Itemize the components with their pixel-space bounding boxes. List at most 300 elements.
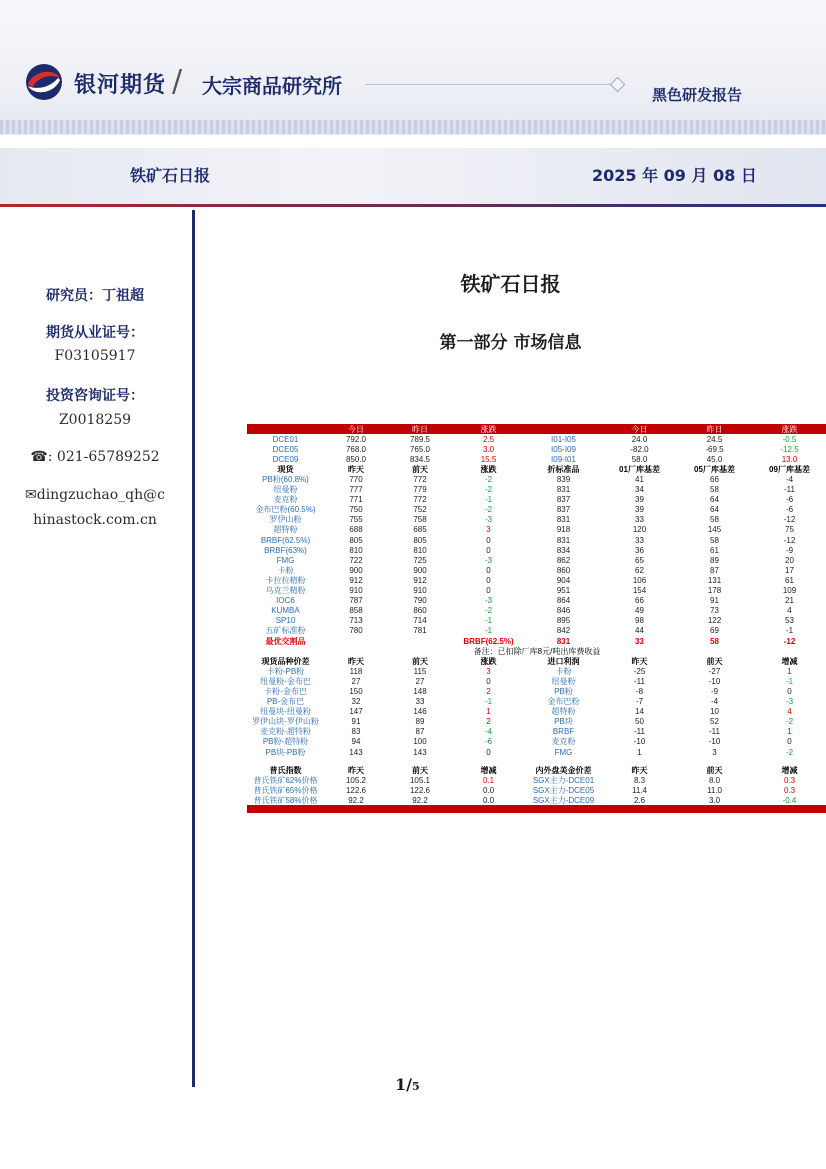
page-current: 1/: [395, 1075, 412, 1094]
index-row-cell: 11.4: [632, 785, 647, 795]
index-row-cell: -0.4: [782, 795, 797, 805]
spot-row-cell: 918: [556, 525, 571, 535]
spot-row: [247, 575, 826, 585]
spacer-row: [247, 757, 826, 765]
spot-row-cell: -11: [784, 485, 795, 495]
index-row-cell: 3.0: [708, 795, 721, 805]
spread-row-cell: 14: [635, 707, 644, 717]
spot-row-cell: 772: [413, 475, 427, 485]
spot-row-cell: -2: [484, 485, 493, 495]
spot-row-cell: 860: [413, 606, 427, 616]
best-delivery-row-cell: 58: [710, 636, 719, 646]
futures-row-cell: 13.0: [781, 454, 798, 464]
spread-row-cell: -8: [635, 686, 644, 696]
futures-row-cell: -69.5: [705, 444, 724, 454]
spread-row-cell: 1: [486, 707, 491, 717]
spread-row-cell: 150: [349, 686, 363, 696]
spot-row-cell: 178: [707, 586, 722, 596]
spread-header-row-cell: 昨天: [631, 656, 648, 666]
spot-row-cell: -1: [484, 495, 493, 505]
spread-row-cell: -10: [708, 737, 721, 747]
spot-row-cell: 951: [556, 586, 571, 596]
spot-row-cell: 831: [556, 515, 571, 525]
page-number: [395, 1075, 420, 1094]
spot-row-cell: 89: [710, 555, 719, 565]
spot-row-cell: 87: [710, 565, 719, 575]
spread-row: [247, 717, 826, 727]
spread-row-cell: -2: [785, 747, 794, 757]
futures-header-row: [247, 424, 826, 434]
spot-row-cell: 纽曼粉: [273, 485, 298, 495]
spot-row-cell: 154: [632, 586, 647, 596]
spot-row-cell: 3: [486, 525, 491, 535]
spot-row-cell: 912: [413, 575, 427, 585]
futures-row-cell: DCE01: [272, 434, 299, 444]
spot-row-cell: 罗伊山粉: [269, 515, 302, 525]
spot-row-cell: 53: [785, 616, 794, 626]
futures-row-cell: I01-I05: [551, 434, 576, 444]
spread-row-cell: -1: [484, 697, 493, 707]
spread-row-cell: 50: [635, 717, 644, 727]
spot-row-cell: 713: [349, 616, 363, 626]
email-line-2: hinastock.com.cn: [33, 512, 157, 528]
spot-row-cell: 750: [349, 505, 363, 515]
spot-row-cell: PB粉(60.8%): [262, 475, 309, 485]
index-row-cell: 105.2: [345, 775, 367, 785]
spot-row-cell: 858: [349, 606, 363, 616]
license-number: F03105917: [54, 348, 136, 364]
futures-row-cell: 45.0: [706, 454, 723, 464]
report-date: 2025 年 09 月 08 日: [592, 166, 757, 185]
spread-row-cell: 89: [415, 717, 425, 727]
index-row-cell: 普氏铁矿62%价格: [253, 775, 318, 785]
spot-row-cell: 73: [710, 606, 719, 616]
futures-header-cell: [247, 424, 324, 434]
spot-row-cell: 91: [710, 596, 719, 606]
consult-label: 投资咨询证号：: [46, 388, 144, 404]
spot-row-cell: 771: [349, 495, 363, 505]
futures-header-cell: 今日: [602, 424, 677, 434]
spot-row-cell: 0: [486, 535, 491, 545]
futures-row-cell: DCE09: [272, 454, 299, 464]
spread-row-cell: -7: [635, 697, 644, 707]
spot-row-cell: 66: [635, 596, 644, 606]
spot-row: [247, 525, 826, 535]
index-header-row-cell: 增减: [781, 765, 798, 775]
spot-header-row-cell: 折标准品: [547, 464, 580, 474]
spread-row-cell: -9: [710, 686, 719, 696]
futures-row-cell: I05-I09: [551, 444, 576, 454]
spot-row-cell: 0: [486, 575, 491, 585]
spot-row-cell: 842: [556, 626, 571, 636]
spot-row-cell: 780: [349, 626, 363, 636]
title-band-underline: [0, 204, 826, 207]
spread-row-cell: 超特粉: [551, 707, 576, 717]
spread-row-cell: -25: [633, 666, 646, 676]
spot-row: [247, 495, 826, 505]
spread-row-cell: -3: [785, 697, 794, 707]
spread-header-row-cell: 前天: [412, 656, 428, 666]
spot-header-row-cell: 01厂库基差: [619, 464, 660, 474]
spot-row-cell: 131: [707, 575, 722, 585]
spread-header-row-cell: 进口利润: [547, 656, 580, 666]
index-row-cell: 105.1: [409, 775, 431, 785]
spot-row-cell: 乌克兰精粉: [265, 586, 306, 596]
researcher-name: 研究员：丁祖超: [46, 288, 144, 304]
spread-row: [247, 697, 826, 707]
spread-row-cell: PB粉: [554, 686, 573, 696]
spot-row-cell: 64: [710, 495, 719, 505]
header-slash: /: [172, 64, 183, 99]
spot-row-cell: 846: [556, 606, 571, 616]
index-row-cell: 0.3: [783, 785, 796, 795]
futures-row-cell: 24.5: [706, 434, 723, 444]
spot-row-cell: 120: [632, 525, 647, 535]
spot-row-cell: -4: [785, 475, 794, 485]
spot-row-cell: 688: [349, 525, 363, 535]
index-row-cell: 0.0: [482, 785, 495, 795]
index-row-cell: 0.0: [482, 795, 495, 805]
spread-row-cell: -2: [785, 717, 794, 727]
spot-row: [247, 565, 826, 575]
spot-row-cell: 714: [413, 616, 427, 626]
futures-header-cell: 涨跌: [452, 424, 525, 434]
spot-row-cell: 36: [635, 545, 644, 555]
index-row-cell: 11.0: [707, 785, 722, 795]
spread-row-cell: 3: [712, 747, 717, 757]
spread-row-cell: 87: [415, 727, 425, 737]
spot-row-cell: 106: [632, 575, 647, 585]
index-row-cell: 0.1: [482, 775, 495, 785]
futures-row-cell: 2.5: [482, 434, 495, 444]
spread-row-cell: 33: [415, 697, 425, 707]
spread-row-cell: -11: [634, 676, 645, 686]
spot-row-cell: 58: [710, 515, 719, 525]
futures-row-cell: DCE05: [272, 444, 299, 454]
email-line-1: ✉dingzuchao_qh@c: [25, 487, 165, 503]
spread-row-cell: -27: [708, 666, 721, 676]
spread-row: [247, 737, 826, 747]
spread-header-row-cell: 前天: [706, 656, 723, 666]
spot-row-cell: 39: [635, 505, 644, 515]
spot-row-cell: 904: [556, 575, 571, 585]
spot-row-cell: 810: [349, 545, 363, 555]
company-name: 银河期货: [74, 73, 167, 98]
index-row-cell: 92.2: [348, 795, 364, 805]
index-row-cell: 8.3: [633, 775, 646, 785]
spot-row-cell: 900: [413, 565, 427, 575]
spot-row-cell: 66: [710, 475, 719, 485]
futures-row: [247, 444, 826, 454]
spot-row-cell: -6: [785, 495, 794, 505]
spot-row: [247, 626, 826, 636]
spot-row-cell: 21: [785, 596, 794, 606]
spot-row-cell: 781: [413, 626, 427, 636]
spot-row-cell: 62: [635, 565, 644, 575]
spread-row-cell: 1: [787, 666, 792, 676]
spot-row-cell: 831: [556, 485, 571, 495]
spot-row-cell: 777: [349, 485, 363, 495]
main-title: 铁矿石日报: [460, 272, 561, 296]
index-row-cell: 122.6: [409, 785, 431, 795]
spot-row-cell: -1: [785, 626, 794, 636]
index-header-row-cell: 昨天: [348, 765, 364, 775]
spot-row-cell: BRBF(62.5%): [260, 535, 311, 545]
spot-row-cell: SP10: [275, 616, 296, 626]
best-delivery-row-cell: [324, 636, 388, 646]
report-title: 铁矿石日报: [130, 166, 211, 185]
spread-row: [247, 666, 826, 676]
table-bottom-bar: [247, 805, 826, 813]
spot-row-cell: -12: [783, 535, 796, 545]
spread-row-cell: -11: [709, 727, 720, 737]
spread-row-cell: 83: [351, 727, 361, 737]
spread-header-row-cell: 昨天: [348, 656, 364, 666]
spot-row-cell: 0: [486, 586, 491, 596]
spot-row-cell: BRBF(63%): [264, 545, 307, 555]
spot-row-cell: 75: [785, 525, 794, 535]
spot-row: [247, 586, 826, 596]
spread-row-cell: -6: [484, 737, 493, 747]
spot-row-cell: -1: [484, 616, 493, 626]
spot-row-cell: 98: [635, 616, 644, 626]
spot-row-cell: 卡粉: [277, 565, 294, 575]
spread-row: [247, 747, 826, 757]
index-row-cell: SGX主力-DCE01: [532, 775, 595, 785]
spread-row-cell: 27: [415, 676, 425, 686]
futures-row: [247, 454, 826, 464]
spot-row-cell: 39: [635, 495, 644, 505]
spot-row-cell: 44: [635, 626, 644, 636]
spot-row-cell: -6: [785, 505, 794, 515]
index-row-cell: SGX主力-DCE05: [532, 785, 595, 795]
spread-row-cell: 卡粉-金布巴: [264, 686, 307, 696]
header-deco-line: [365, 84, 615, 85]
spot-row-cell: -3: [484, 515, 493, 525]
spot-header-row-cell: 涨跌: [480, 464, 497, 474]
phone-number: ☎: 021-65789252: [30, 449, 160, 465]
index-header-row-cell: 昨天: [631, 765, 648, 775]
spread-row-cell: 100: [413, 737, 427, 747]
index-row-cell: 8.0: [708, 775, 721, 785]
spread-row-cell: PB块-PB粉: [265, 747, 306, 757]
spot-row-cell: 864: [556, 596, 571, 606]
spot-row-cell: 831: [556, 535, 571, 545]
spot-row: [247, 505, 826, 515]
spot-row-cell: 33: [635, 515, 644, 525]
spot-row-cell: 122: [707, 616, 722, 626]
spread-row-cell: 麦克粉: [551, 737, 576, 747]
galaxy-futures-logo: [24, 62, 64, 102]
index-row: [247, 795, 826, 805]
spot-row: [247, 596, 826, 606]
spread-row-cell: 麦克粉-超特粉: [260, 727, 311, 737]
spread-row-cell: 1: [787, 727, 792, 737]
spot-row-cell: 49: [635, 606, 644, 616]
spread-row: [247, 727, 826, 737]
spread-row-cell: -10: [708, 676, 721, 686]
best-delivery-row-cell: 831: [556, 636, 571, 646]
futures-row-cell: -0.5: [782, 434, 797, 444]
spread-header-row-cell: 涨跌: [480, 656, 497, 666]
institute-name: 大宗商品研究所: [202, 74, 342, 98]
index-row-cell: 普氏铁矿58%价格: [253, 795, 318, 805]
futures-row-cell: 765.0: [409, 444, 431, 454]
spot-row-cell: 837: [556, 505, 571, 515]
spot-row-cell: 33: [635, 535, 644, 545]
spot-row-cell: 20: [785, 555, 794, 565]
spread-row-cell: 纽曼粉-金布巴: [260, 676, 311, 686]
futures-row-cell: 58.0: [631, 454, 648, 464]
header-stripe: [0, 120, 826, 134]
license-label: 期货从业证号：: [46, 325, 144, 341]
spread-row: [247, 686, 826, 696]
spot-row-cell: 69: [710, 626, 719, 636]
spot-row-cell: 910: [413, 586, 427, 596]
spread-row-cell: 32: [351, 697, 361, 707]
spread-row-cell: 27: [351, 676, 361, 686]
table-bottom-bar-cell: [247, 805, 826, 813]
spot-row-cell: 810: [413, 545, 427, 555]
spot-row-cell: 0: [486, 545, 491, 555]
spread-row-cell: 148: [413, 686, 427, 696]
spot-header-row: [247, 464, 826, 474]
spread-row-cell: 2: [486, 686, 491, 696]
best-delivery-row-cell: [388, 636, 452, 646]
spread-row-cell: -4: [484, 727, 493, 737]
spot-row-cell: 912: [349, 575, 363, 585]
futures-row-cell: 15.5: [480, 454, 497, 464]
best-delivery-row: [247, 636, 826, 646]
spread-row-cell: 卡粉: [555, 666, 572, 676]
spot-row-cell: 17: [785, 565, 794, 575]
spread-row-cell: FMG: [554, 747, 573, 757]
index-row-cell: 普氏铁矿65%价格: [253, 785, 318, 795]
spread-row-cell: 罗伊山块-罗伊山粉: [252, 717, 319, 727]
best-delivery-row-cell: -12: [783, 636, 796, 646]
spread-row-cell: 143: [413, 747, 427, 757]
index-header-row-cell: 前天: [412, 765, 428, 775]
note-row: [247, 646, 826, 656]
spot-row: [247, 606, 826, 616]
index-header-row-cell: 增减: [480, 765, 497, 775]
spot-row-cell: 超特粉: [273, 525, 298, 535]
spot-row-cell: -12: [783, 515, 796, 525]
spread-row-cell: 10: [710, 707, 719, 717]
spread-row-cell: 115: [413, 666, 427, 676]
spread-row-cell: BRBF: [552, 727, 575, 737]
spot-row: [247, 485, 826, 495]
page-total: 5: [411, 1080, 420, 1093]
spot-row: [247, 515, 826, 525]
spread-row-cell: -10: [633, 737, 646, 747]
futures-row-cell: -12.5: [780, 444, 799, 454]
spread-row-cell: 146: [413, 707, 427, 717]
spot-row: [247, 545, 826, 555]
best-delivery-row-cell: 最优交割品: [265, 636, 306, 646]
spot-row-cell: 65: [635, 555, 644, 565]
spot-row-cell: 752: [413, 505, 427, 515]
spot-row-cell: FMG: [276, 555, 295, 565]
spot-row-cell: 五矿标准粉: [265, 626, 306, 636]
spread-row-cell: 3: [486, 666, 491, 676]
spot-row-cell: 790: [413, 596, 427, 606]
spacer-row-cell: [247, 757, 826, 765]
spot-header-row-cell: 前天: [412, 464, 428, 474]
spot-row-cell: 61: [785, 575, 794, 585]
spread-row-cell: 118: [349, 666, 363, 676]
best-delivery-row-cell: 33: [635, 636, 644, 646]
table-note: 备注：已扣除厂库8元/吨出库费收益: [473, 646, 601, 656]
spot-header-row-cell: 昨天: [348, 464, 364, 474]
index-row-cell: 2.6: [633, 795, 646, 805]
spot-row-cell: 758: [413, 515, 427, 525]
spot-row-cell: 145: [707, 525, 722, 535]
spread-row-cell: 金布巴粉: [547, 697, 580, 707]
spot-row-cell: 837: [556, 495, 571, 505]
spot-row-cell: 685: [413, 525, 427, 535]
spot-row-cell: 金布巴粉(60.5%): [255, 505, 316, 515]
spot-row-cell: KUMBA: [271, 606, 300, 616]
futures-row-cell: 850.0: [345, 454, 367, 464]
report-type: 黑色研发报告: [652, 86, 743, 104]
spot-row-cell: -2: [484, 606, 493, 616]
futures-header-cell: 昨日: [677, 424, 752, 434]
spread-row-cell: 1: [637, 747, 642, 757]
spot-row-cell: -2: [484, 505, 493, 515]
spot-header-row-cell: 09厂库基差: [769, 464, 810, 474]
spot-row-cell: 862: [556, 555, 571, 565]
spread-row-cell: -1: [785, 676, 794, 686]
index-row-cell: SGX主力-DCE09: [532, 795, 595, 805]
spread-row-cell: 0: [787, 737, 792, 747]
spot-row-cell: 779: [413, 485, 427, 495]
spot-row: [247, 616, 826, 626]
spot-row-cell: 725: [413, 555, 427, 565]
spot-header-row-cell: 05厂库基差: [694, 464, 735, 474]
spread-row-cell: 0: [486, 747, 491, 757]
futures-header-cell: 涨跌: [752, 424, 826, 434]
spread-row-cell: 纽曼块-纽曼粉: [260, 707, 311, 717]
spot-row-cell: 58: [710, 485, 719, 495]
index-header-row-cell: 前天: [706, 765, 723, 775]
spot-row-cell: 34: [635, 485, 644, 495]
futures-header-cell: [525, 424, 602, 434]
futures-row-cell: 768.0: [345, 444, 367, 454]
index-header-row-cell: 普氏指数: [269, 765, 302, 775]
spot-row-cell: 839: [556, 475, 571, 485]
futures-row-cell: 789.5: [409, 434, 431, 444]
market-table: [247, 424, 826, 813]
spot-row-cell: 卡拉拉精粉: [265, 575, 306, 585]
spot-row-cell: 860: [556, 565, 571, 575]
spot-row-cell: 772: [413, 495, 427, 505]
spread-row: [247, 707, 826, 717]
spot-row-cell: -1: [484, 626, 493, 636]
spot-row-cell: 805: [349, 535, 363, 545]
spread-row-cell: 0: [787, 686, 792, 696]
futures-row-cell: I09-I01: [551, 454, 576, 464]
spot-row: [247, 555, 826, 565]
spot-row-cell: 805: [413, 535, 427, 545]
spot-row-cell: -3: [484, 555, 493, 565]
spot-row-cell: 895: [556, 616, 571, 626]
best-delivery-row-cell: BRBF(62.5%): [463, 636, 514, 646]
futures-row-cell: 792.0: [345, 434, 367, 444]
spread-row-cell: PB粉-超特粉: [262, 737, 309, 747]
spread-header-row-cell: 现货品种价差: [261, 656, 310, 666]
index-row: [247, 775, 826, 785]
